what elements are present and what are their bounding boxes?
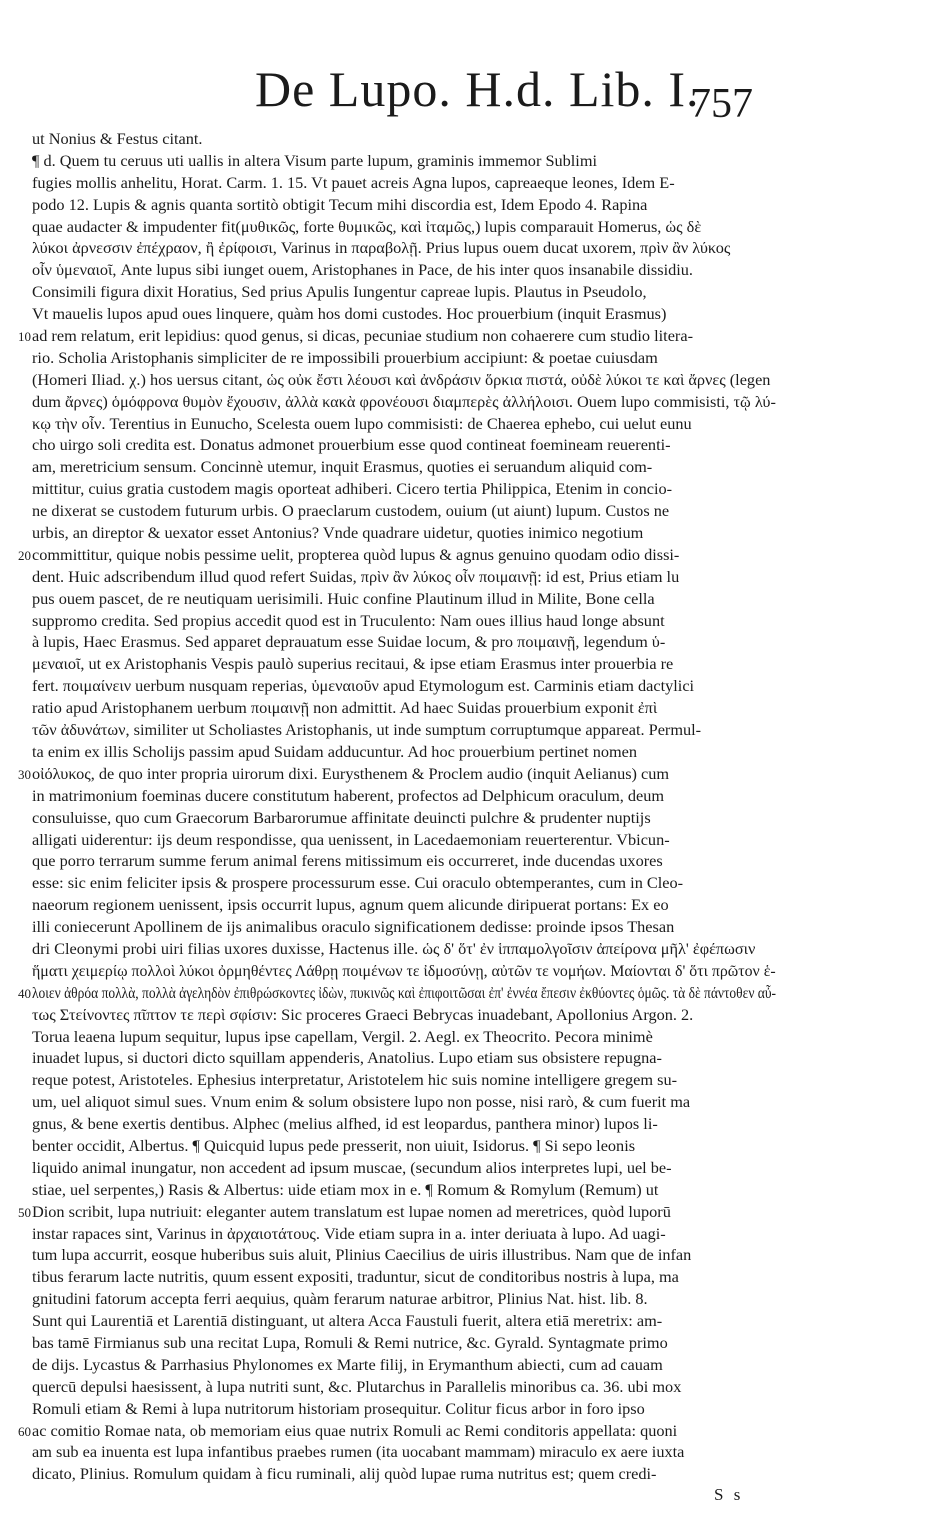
line-text: οἰόλυκος, de quo inter propria uirorum dixi. Eurysthenem & Proclem audio (inquit Aelianus) cum	[32, 763, 670, 783]
line-text: am sub ea inuenta est lupa infantibus praebes rumen (ita uocabant mammam) miraculo ex aere iuxta	[32, 1442, 685, 1462]
text-line	[32, 1288, 776, 1310]
line-text: ne dixerat se custodem futurum urbis. O praeclarum custodem, ouium (ut aiunt) lupum. Custos ne	[32, 501, 670, 521]
text-line	[32, 1135, 776, 1157]
running-head: De Lupo. H.d. Lib. I.	[255, 61, 700, 117]
text-line	[32, 478, 776, 500]
text-line	[32, 1223, 776, 1245]
text-line	[32, 1179, 776, 1201]
text-line	[32, 281, 776, 303]
text-line	[18, 544, 776, 566]
line-text: bas tamē Firmianus sub una recitat Lupa, Romuli & Remi nutrice, &c. Gyrald. Syntagmate primo	[32, 1332, 668, 1352]
text-line	[18, 1420, 776, 1442]
line-text: τως Στείνοντες πῖπτον τε περὶ σφίσιν: Sic proceres Graeci Bebrycas inuadebant, Apollonius Argon. 2.	[32, 1004, 694, 1024]
line-text: τῶν ἀδυνάτων, similiter ut Scholiastes Aristophanis, ut inde sumptum corruptumque appareat. Permul-	[32, 720, 702, 740]
line-text: μεναιοῖ, ut ex Aristophanis Vespis paulò superius recitaui, & ipse etiam Erasmus inter prouerbia re	[32, 654, 674, 674]
line-text: quercū depulsi haesissent, à lupa nutriti sunt, &c. Plutarchus in Parallelis minoribus ca. 36. ubi mox	[32, 1376, 682, 1396]
line-text: dum ἄρνες) ὁμόφρονα θυμὸν ἔχουσιν, ἀλλὰ κακὰ φρονέουσι διαμπερὲς ἀλλήλοισι. Ouem lupo commisisti, τῷ λύ-	[32, 391, 776, 411]
text-line	[32, 413, 776, 435]
text-line	[32, 216, 776, 238]
line-text: pus ouem pascet, de re neutiquam uerisimili. Huic confine Plautinum illud in Milite, Bone cella	[32, 588, 655, 608]
signature-mark: S s	[714, 1485, 744, 1504]
line-text: liquido animal inungatur, non accedent ad ipsum muscae, (secundum alios interpretes lupi, uel be-	[32, 1157, 672, 1177]
text-line	[32, 259, 776, 281]
text-line	[32, 588, 776, 610]
line-text: mittitur, cuius gratia custodem magis oporteat adhiberi. Cicero tertia Philippica, Etenim in concio-	[32, 479, 673, 499]
text-line	[32, 697, 776, 719]
line-text: λύκοι ἀρνεσσιν ἐπέχραον, ἢ ἐρίφοισι, Varinus in παραβολῇ. Prius lupus ouem ducat uxorem, πρὶν ἂν λύκος	[32, 238, 731, 258]
text-line	[18, 763, 776, 785]
line-text: fugies mollis anhelitu, Horat. Carm. 1. 15. Vt pauet acreis Agna lupos, capreaeque leones, Idem E-	[32, 172, 675, 192]
line-number: 60	[18, 1423, 31, 1439]
text-line	[32, 807, 776, 829]
text-line	[32, 894, 776, 916]
line-text: dicato, Plinius. Romulum quidam à ficu ruminali, alij quòd lupae ruma nutritus est; quem credi-	[32, 1464, 657, 1484]
line-number: 30	[18, 766, 31, 782]
text-line	[32, 1091, 776, 1113]
line-text: quae audacter & impudenter fit(μυθικῶς, forte θυμικῶς, καὶ ἰταμῶς,) lupis comparauit Homerus, ὡς δὲ	[32, 216, 702, 236]
text-line	[32, 850, 776, 872]
text-line	[32, 434, 776, 456]
line-text: consuluisse, quo cum Graecorum Barbarorumue affinitate deuincti pulchre & prudenter nuptijs	[32, 807, 651, 827]
line-text: urbis, an direptor & uexator esset Antonius? Vnde quadrare uidetur, quoties inimico negotium	[32, 523, 644, 543]
line-number: 10	[18, 329, 31, 345]
line-text: esse: sic enim feliciter ipsis & prospere processurum esse. Cui oraculo obtemperantes, cum in Cleo-	[32, 873, 684, 893]
text-line	[32, 1113, 776, 1135]
text-line	[32, 1441, 776, 1463]
text-line	[32, 653, 776, 675]
line-text: Dion scribit, lupa nutriuit: eleganter autem translatum est lupae nomen ad meretrices, quòd luporū	[32, 1201, 671, 1221]
text-line	[32, 1310, 776, 1332]
line-text: gnus, & bene exertis dentibus. Alphec (melius alfhed, id est leopardus, panthera minor) lupos li-	[32, 1114, 658, 1134]
line-text: ratio apud Aristophanem uerbum ποιμαινῇ non admittit. Ad haec Suidas prouerbium exponit ἐπὶ	[32, 698, 658, 718]
line-text: Romuli etiam & Remi à lupa nutritorum historiam prosequitur. Colitur ficus arbor in foro ipso	[32, 1398, 645, 1418]
text-line	[32, 303, 776, 325]
line-text: κῳ τὴν οἶν. Terentius in Eunucho, Scelesta ouem lupo commisisti: de Chaerea ephebo, cui uelut eunu	[32, 413, 692, 433]
text-line	[32, 237, 776, 259]
text-line	[32, 631, 776, 653]
line-text: in matrimonium foeminas ducere constitutum haberent, profectos ad Delphicum oraculum, deum	[32, 785, 665, 805]
line-text: stiae, uel serpentes,) Rasis & Albertus: uide etiam mox in e. ¶ Romum & Romylum (Remum) ut	[32, 1179, 659, 1199]
text-line	[32, 675, 776, 697]
text-line	[32, 1463, 776, 1485]
line-text: naeorum regionem uenissent, ipsis occurrit lupus, agnum quem alicunde diripuerat portans: Ex eo	[32, 895, 669, 915]
text-line	[32, 1354, 776, 1376]
line-text: benter occidit, Albertus. ¶ Quicquid lupus pede presserit, non uiuit, Isidorus. ¶ Si sepo leonis	[32, 1135, 636, 1155]
line-text: fert. ποιμαίνειν uerbum nusquam reperias, ὑμεναιοῦν apud Etymologum est. Carminis etiam dactylici	[32, 676, 695, 696]
line-text: cho uirgo soli credita est. Donatus admonet prouerbium esse quod contineat foemineam reuerenti-	[32, 435, 671, 455]
line-text: alligati uiderentur: ijs deum respondisse, qua uenissent, in Lacedaemoniam reuerterentur. Vbicun-	[32, 829, 670, 849]
text-line	[18, 982, 777, 1004]
line-text: committitur, quique nobis pessime uelit, propterea quòd lupus & agnus genuino quodam odio dissi-	[32, 544, 680, 564]
line-text: Torua leaena lupum sequitur, lupus ipse capellam, Vergil. 2. Aegl. ex Theocrito. Pecora minimè	[32, 1026, 653, 1046]
text-line	[32, 391, 776, 413]
line-text: que porro terrarum summe ferum animal ferens mitissimum eis occurreret, inde ducendas uxores	[32, 851, 663, 871]
line-text: dri Cleonymi probi uiri filias uxores duxisse, Hactenus ille. ὡς δ' ὅτ' ἐν ἱππαμολγοῖσιν ἀπείρονα μῆλ' ἐφέπωσιν	[32, 938, 756, 958]
line-text: (Homeri Iliad. χ.) hos uersus citant, ὡς οὐκ ἔστι λέουσι καὶ ἀνδράσιν ὅρκια πιστά, οὐδὲ λύκοι τε καὶ ἄρνες (legen	[32, 369, 771, 389]
text-line	[32, 150, 776, 172]
line-text: ad rem relatum, erit lepidius: quod genus, si dicas, pecuniae studium non cohaerere cum studio litera-	[32, 326, 694, 346]
page-number: 757	[690, 81, 753, 127]
text-line	[32, 610, 776, 632]
line-number: 40	[18, 985, 31, 1001]
text-line	[32, 1244, 776, 1266]
line-text: am, meretricium sensum. Concinnè utemur, inquit Erasmus, quoties ei seruandum aliquid com-	[32, 457, 653, 477]
text-line	[32, 916, 776, 938]
text-line	[32, 172, 776, 194]
line-text: instar rapaces sint, Varinus in ἀρχαιοτάτους. Vide etiam supra in a. inter deriuata à lupo. Ad uagi-	[32, 1223, 666, 1243]
line-text: οἶν ὑμεναιοῖ, Ante lupus sibi iunget ouem, Aristophanes in Pace, de his inter quos insanabile dissidiu.	[32, 260, 694, 280]
line-text: ¶ d. Quem tu ceruus uti uallis in altera Visum parte lupum, graminis immemor Sublimi	[32, 150, 598, 170]
text-line	[32, 1026, 776, 1048]
line-text: reque potest, Aristoteles. Ephesius interpretatur, Aristotelem hic suis nomine intelligere gregem su-	[32, 1070, 678, 1090]
text-line	[18, 1201, 776, 1223]
line-text: λοιεν ἀθρόα πολλὰ, πολλὰ ἀγεληδὸν ἐπιθρώσκοντες ἰδὼν, πυκινῶς καὶ ἐπιφοιτῶσαι ἐπ' ἐννέα ἔπεσιν ἐκθύοντες ὁμῶς. τὰ δὲ πάντοθεν αὖ-	[32, 982, 777, 1002]
line-text: um, uel aliquot simul sues. Vnum enim & solum obsistere lupo non posse, nisi rarò, & cum fuerit ma	[32, 1092, 691, 1112]
line-text: ta enim ex illis Scholijs passim apud Suidam adducuntur. Ad hoc prouerbium pertinet nomen	[32, 741, 638, 761]
text-line	[32, 1047, 776, 1069]
text-line	[32, 347, 776, 369]
text-line	[32, 1398, 776, 1420]
line-text: illi coniecerunt Apollinem de ijs animalibus oraculo significationem dedisse: proinde ipsos Thesan	[32, 917, 675, 937]
text-line	[18, 325, 776, 347]
text-line	[32, 1332, 776, 1354]
text-line	[32, 1157, 776, 1179]
line-text: tibus ferarum lacte nutritis, quum essent expositi, traduntur, sicut de conditoribus nostris à lupa, ma	[32, 1267, 679, 1287]
line-text: rio. Scholia Aristophanis simpliciter de re impossibili prouerbium accipiunt: & poetae cuiusdam	[32, 347, 658, 367]
text-line	[32, 872, 776, 894]
line-text: ut Nonius & Festus citant.	[32, 129, 203, 148]
text-line	[32, 960, 776, 982]
text-line	[32, 719, 776, 741]
text-line	[32, 785, 776, 807]
text-line	[32, 938, 776, 960]
text-line	[32, 522, 776, 544]
line-text: Vt mauelis lupos apud oues linquere, quàm hos domi custodes. Hoc prouerbium (inquit Erasmus)	[32, 304, 667, 324]
text-line	[32, 566, 776, 588]
text-line	[32, 1266, 776, 1288]
text-line	[32, 829, 776, 851]
line-text: dent. Huic adscribendum illud quod refert Suidas, πρὶν ἂν λύκος οἶν ποιμαινῇ: id est, Prius etiam lu	[32, 566, 680, 586]
text-line	[32, 1069, 776, 1091]
line-number: 20	[18, 547, 31, 563]
text-line	[32, 1376, 776, 1398]
text-line	[32, 128, 776, 150]
line-text: inuadet lupus, si ductori dicto squillam appenderis, Anatolius. Lupo etiam sus obsistere repugna-	[32, 1048, 662, 1068]
line-text: ac comitio Romae nata, ob memoriam eius quae nutrix Romuli ac Remi conditoris appellata: quoni	[32, 1420, 678, 1440]
text-line	[32, 369, 776, 391]
text-line	[32, 741, 776, 763]
body-text	[18, 128, 777, 1485]
line-text: Consimili figura dixit Horatius, Sed prius Apulis Iungentur capreae lupis. Plautus in Pseudolo,	[32, 282, 647, 302]
line-text: Sunt qui Laurentiā et Larentiā distinguant, ut altera Acca Faustuli fuerit, altera etiā meretrix: am-	[32, 1311, 663, 1331]
line-number: 50	[18, 1204, 31, 1220]
line-text: suppromo credita. Sed propius accedit quod est in Truculento: Nam oues illius haud longe absunt	[32, 610, 665, 630]
line-text: tum lupa accurrit, eosque huberibus suis aluit, Plinius Caecilius de uiris illustribus. Nam que de infan	[32, 1245, 692, 1265]
text-line	[32, 500, 776, 522]
text-line	[32, 1004, 776, 1026]
line-text: à lupis, Haec Erasmus. Sed apparet deprauatum esse Suidae locum, & pro ποιμαινῇ, legendum ὑ-	[32, 632, 666, 652]
line-text: gnitudini fatorum accepta ferri aequius, quàm ferarum naturae arbitror, Plinius Nat. hist. lib. 8.	[32, 1289, 648, 1309]
line-text: de dijs. Lycastus & Parrhasius Phylonomes ex Marte filij, in Erymanthum abiecti, cum ad cauam	[32, 1354, 663, 1374]
line-text: ἥματι χειμερίῳ πολλοὶ λύκοι ὀρμηθέντες Λάθρῃ ποιμένων τε ἰδμοσύνῃ, αὐτῶν τε νομήων. Μαίονται δ' ὅτι πρῶτον ἑ-	[32, 960, 776, 980]
line-text: podo 12. Lupis & agnis quanta sortitò obtigit Tecum mihi discordia est, Idem Epodo 4. Rapina	[32, 194, 648, 214]
text-line	[32, 194, 776, 216]
text-line	[32, 456, 776, 478]
